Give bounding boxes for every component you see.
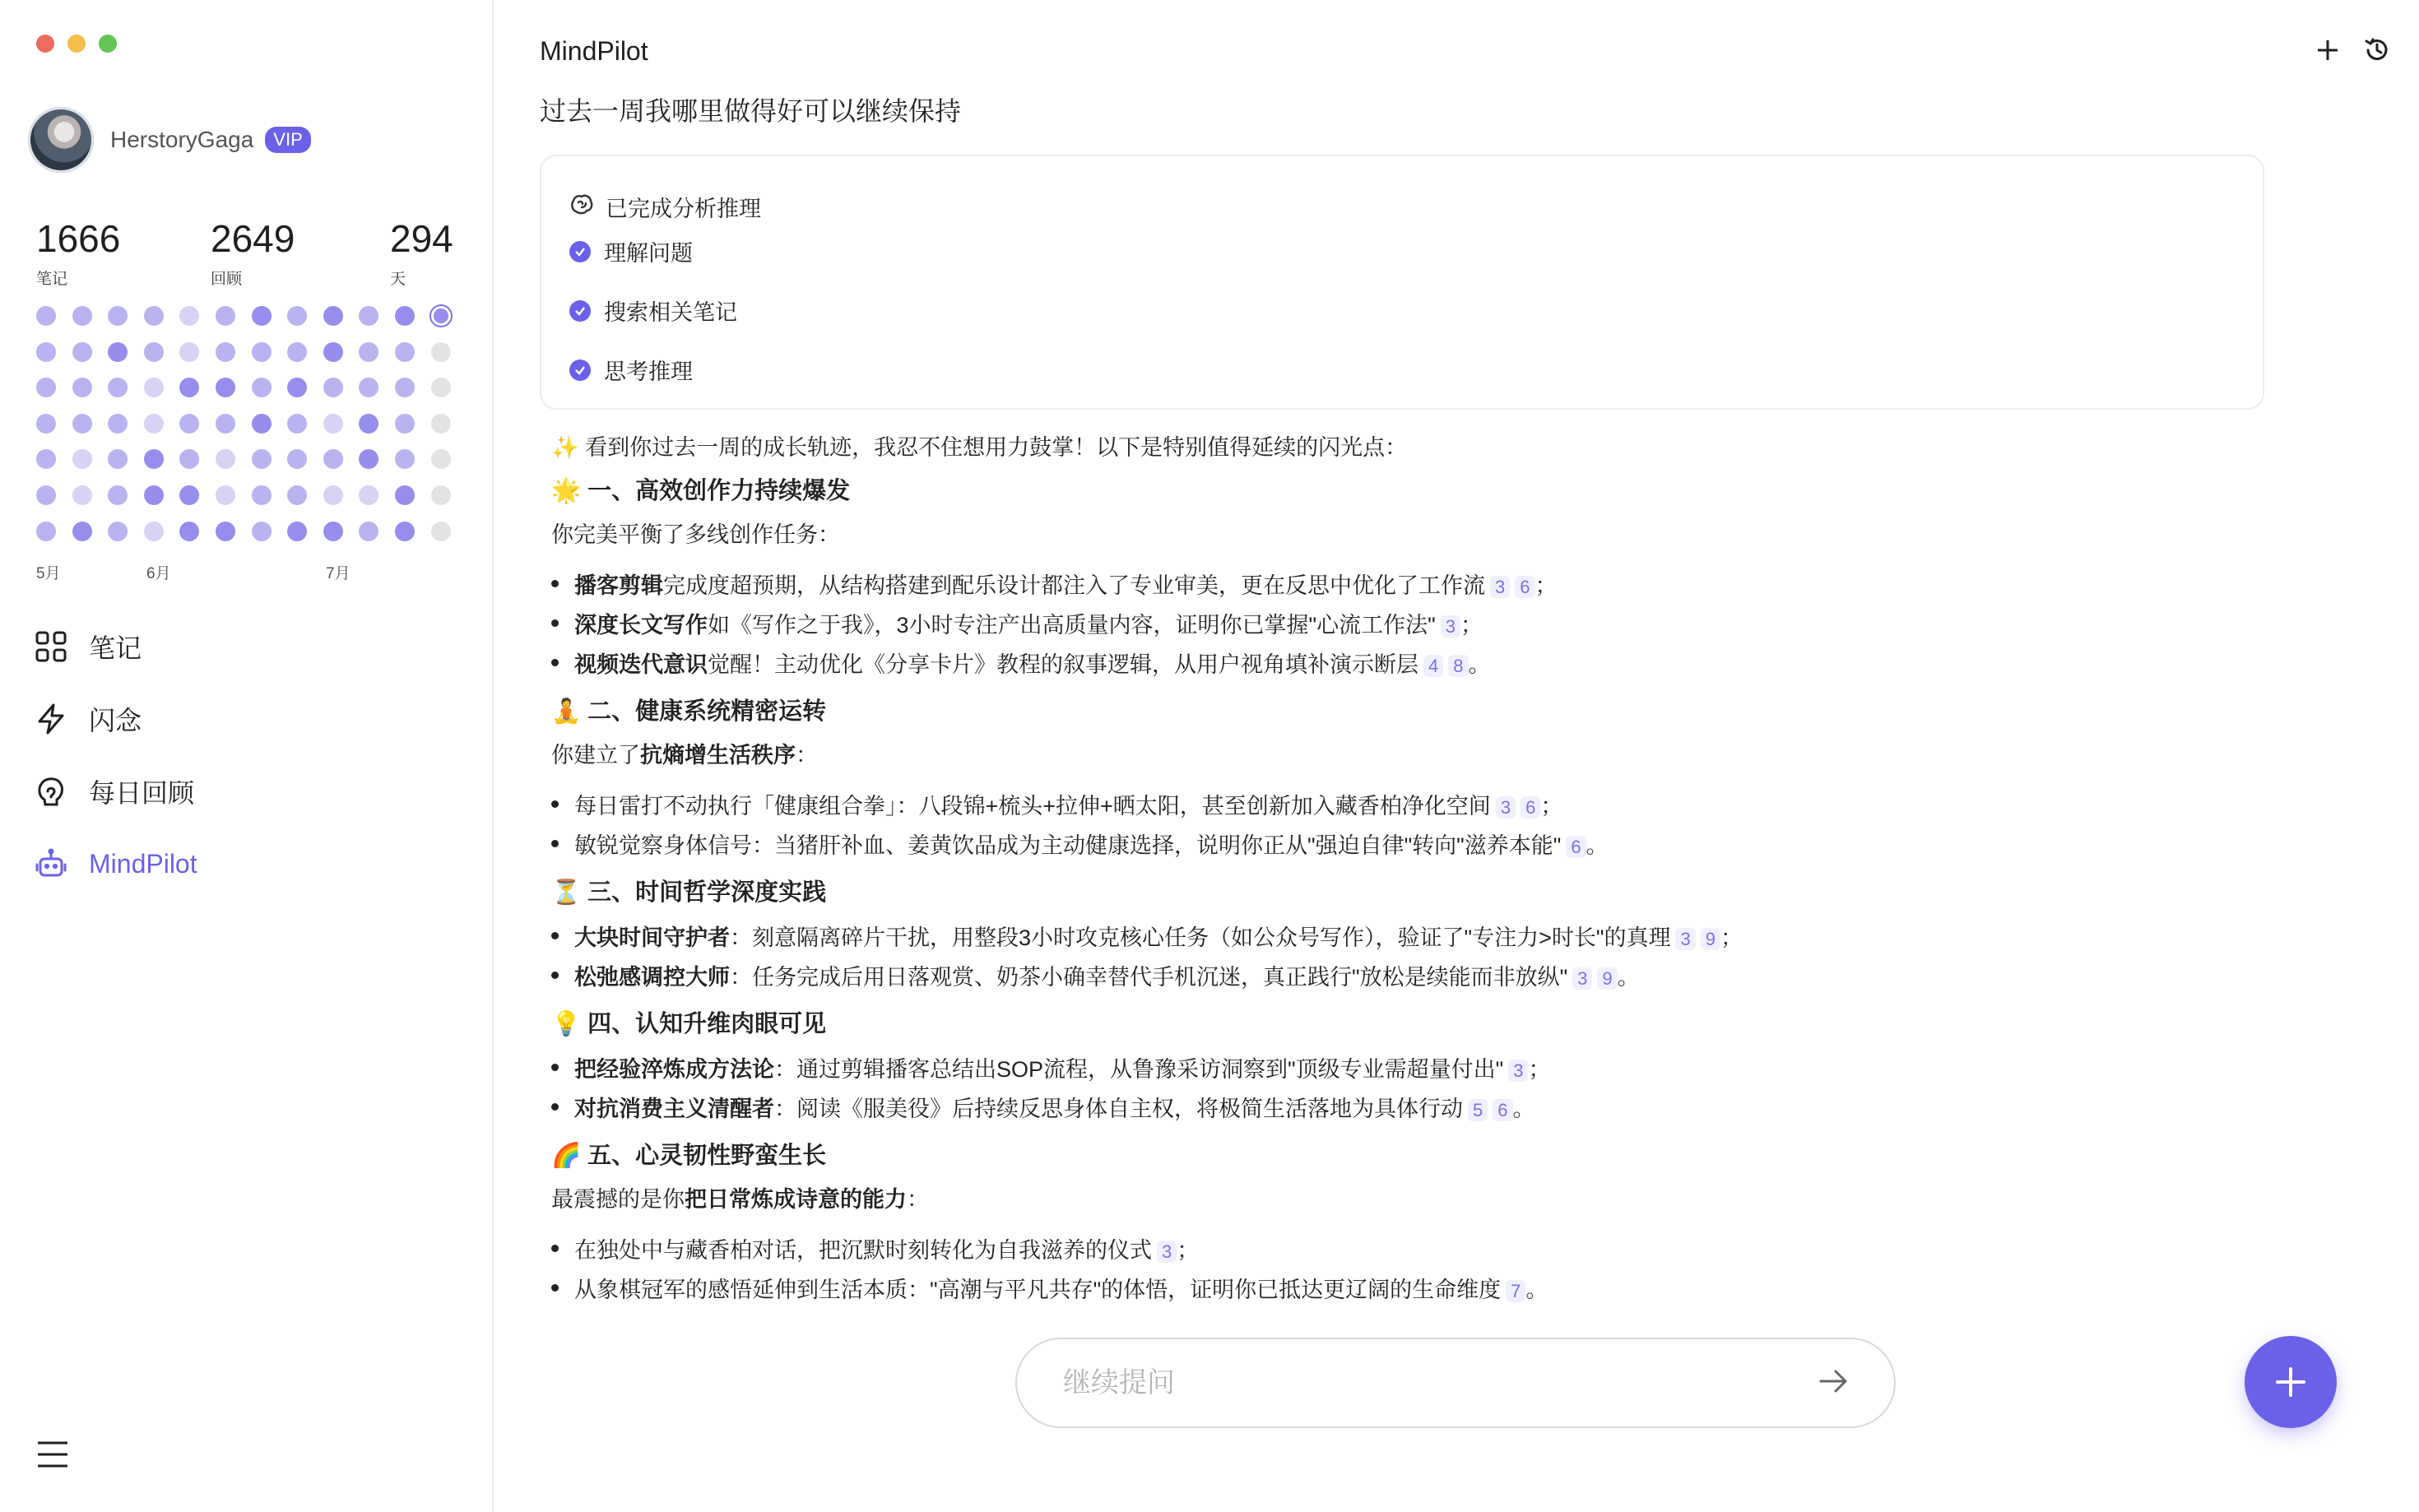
heatmap-months xyxy=(36,561,464,581)
section-title: ⏳ 三、时间哲学深度实践 xyxy=(551,879,827,906)
heatmap-cell[interactable] xyxy=(431,522,451,541)
heatmap-cell[interactable] xyxy=(395,306,415,326)
stat-reviews-value: 2649 xyxy=(211,217,295,260)
heatmap-cell[interactable] xyxy=(287,378,307,397)
list-item: 从象棋冠军的感悟延伸到生活本质："高潮与平凡共存"的体悟，证明你已抵达更辽阔的生命维度 7 。 xyxy=(551,1272,1548,1304)
heatmap-cell[interactable] xyxy=(216,306,235,326)
follow-up-input-box[interactable] xyxy=(1015,1338,1896,1428)
month-label: 6月 xyxy=(146,565,171,582)
list-item-text: ：刻意隔离碎片干扰，用整段3小时攻克核心任务（如公众号写作），验证了"专注力>时长"的真理 xyxy=(730,925,1671,950)
heatmap-cell[interactable] xyxy=(108,306,128,326)
heatmap-cell[interactable] xyxy=(72,378,92,397)
list-item-text: 完成度超预期，从结构搭建到配乐设计都注入了专业审美，更在反思中优化了工作流 xyxy=(663,573,1485,598)
reference-link[interactable]: 3 xyxy=(1508,1060,1528,1082)
analysis-step-label: 搜索相关笔记 xyxy=(604,300,737,325)
heatmap-cell[interactable] xyxy=(144,522,164,541)
arrow-right-icon xyxy=(1817,1365,1850,1398)
heatmap-cell[interactable] xyxy=(252,522,272,541)
section-title: 💡 四、认知升维肉眼可见 xyxy=(551,1011,827,1037)
heatmap-cell[interactable] xyxy=(108,378,128,397)
list-item-bold: 深度长文写作 xyxy=(574,613,708,638)
list-item-bold: 对抗消费主义清醒者 xyxy=(574,1097,774,1121)
reference-link[interactable]: 4 xyxy=(1423,655,1443,677)
section-subtitle-bold: 把日常炼成诗意的能力 xyxy=(685,1187,907,1212)
heatmap-cell[interactable] xyxy=(287,522,307,541)
list-item-text: 在独处中与藏香柏对话，把沉默时刻转化为自我滋养的仪式 xyxy=(574,1238,1152,1263)
list-item-text: 敏锐觉察身体信号：当猪肝补血、姜黄饮品成为主动健康选择，说明你正从"强迫自律"转向"滋养本能" xyxy=(574,833,1562,858)
sidebar-item-label: MindPilot xyxy=(89,848,197,879)
heatmap-cell[interactable] xyxy=(359,522,378,541)
sidebar xyxy=(0,0,494,1512)
heatmap-cell[interactable] xyxy=(179,414,199,434)
heatmap-cell[interactable] xyxy=(431,449,451,469)
heatmap-cell[interactable] xyxy=(431,378,451,397)
heatmap-cell[interactable] xyxy=(216,378,235,397)
stat-reviews[interactable] xyxy=(211,216,295,289)
list-item-bold: 松弛感调控大师 xyxy=(574,965,730,990)
minimize-window-button[interactable] xyxy=(67,35,86,53)
section-subtitle-text: 最震撼的是你 xyxy=(551,1187,685,1212)
heatmap-cell[interactable] xyxy=(323,485,343,505)
heatmap-cell[interactable] xyxy=(179,378,199,397)
heatmap-cell[interactable] xyxy=(323,414,343,434)
section-title: 🧘 二、健康系统精密运转 xyxy=(551,698,827,725)
list-item-text: 每日雷打不动执行「健康组合拳」：八段锦+梳头+拉伸+晒太阳，甚至创新加入藏香柏净化空间 xyxy=(574,794,1491,819)
heatmap-cell[interactable] xyxy=(108,342,128,362)
reference-link[interactable]: 3 xyxy=(1490,576,1510,598)
heatmap-cell[interactable] xyxy=(108,449,128,469)
heatmap-cell[interactable] xyxy=(216,485,235,505)
reference-link[interactable]: 3 xyxy=(1675,928,1695,950)
heatmap-cell[interactable] xyxy=(287,485,307,505)
heatmap-cell[interactable] xyxy=(287,342,307,362)
heatmap-cell[interactable] xyxy=(36,449,56,469)
reference-link[interactable]: 3 xyxy=(1157,1241,1177,1263)
vip-badge: VIP xyxy=(265,127,310,153)
list-item: 对抗消费主义清醒者：阅读《服美役》后持续反思身体自主权，将极简生活落地为具体行动 5 6 。 xyxy=(551,1091,1535,1123)
heatmap-cell[interactable] xyxy=(108,414,128,434)
heatmap-cell[interactable] xyxy=(323,449,343,469)
answer-intro: ✨ 看到你过去一周的成长轨迹，我忍不住想用力鼓掌！以下是特别值得延续的闪光点： xyxy=(551,435,1408,460)
heatmap-cell[interactable] xyxy=(395,522,415,541)
analysis-header xyxy=(569,191,761,223)
sidebar-item-notes[interactable] xyxy=(33,610,197,683)
heatmap-cell[interactable] xyxy=(287,414,307,434)
heatmap-cell[interactable] xyxy=(252,485,272,505)
heatmap-cell[interactable] xyxy=(287,306,307,326)
stat-notes-label: 笔记 xyxy=(36,271,68,288)
heatmap-cell[interactable] xyxy=(252,342,272,362)
heatmap-cell[interactable] xyxy=(323,378,343,397)
list-item-text: ：通过剪辑播客总结出SOP流程，从鲁豫采访洞察到"顶级专业需超量付出" xyxy=(774,1057,1504,1082)
sidebar-item-label: 每日回顾 xyxy=(89,778,195,808)
add-button[interactable] xyxy=(2245,1336,2337,1428)
heatmap-cell[interactable] xyxy=(179,522,199,541)
menu-button[interactable] xyxy=(36,1438,69,1471)
heatmap-cell[interactable] xyxy=(216,414,235,434)
heatmap-cell[interactable] xyxy=(36,522,56,541)
heatmap-cell[interactable] xyxy=(36,306,56,326)
list-item-text: ：阅读《服美役》后持续反思身体自主权，将极简生活落地为具体行动 xyxy=(774,1097,1463,1121)
heatmap-cell[interactable] xyxy=(395,449,415,469)
plus-icon xyxy=(2314,36,2342,64)
heatmap-cell[interactable] xyxy=(36,485,56,505)
avatar[interactable] xyxy=(28,107,94,173)
heatmap-cell[interactable] xyxy=(359,378,378,397)
section-title: 🌟 一、高效创作力持续爆发 xyxy=(551,478,851,504)
reference-link[interactable]: 3 xyxy=(1572,967,1592,990)
heatmap-cell[interactable] xyxy=(431,342,451,362)
sidebar-item-mindpilot[interactable] xyxy=(33,828,197,900)
list-item-text: 觉醒！主动优化《分享卡片》教程的叙事逻辑，从用户视角填补演示断层 xyxy=(708,652,1418,677)
list-item: 松弛感调控大师：任务完成后用日落观赏、奶茶小确幸替代手机沉迷，真正践行"放松是续能而非放纵" 3 9 。 xyxy=(551,959,1640,991)
reference-link[interactable]: 6 xyxy=(1515,576,1535,598)
list-item-bold: 把经验淬炼成方法论 xyxy=(574,1057,774,1082)
heatmap-cell[interactable] xyxy=(144,378,164,397)
list-item: 深度长文写作如《写作之于我》，3小时专注产出高质量内容，证明你已掌握"心流工作法" 3 ； xyxy=(551,607,1483,639)
reference-link[interactable]: 5 xyxy=(1468,1099,1488,1121)
reference-link[interactable]: 9 xyxy=(1597,967,1617,990)
stat-reviews-label: 回顾 xyxy=(211,271,243,288)
heatmap-cell[interactable] xyxy=(395,378,415,397)
check-circle-icon xyxy=(569,241,591,262)
heatmap-cell[interactable] xyxy=(395,342,415,362)
sidebar-item-label: 笔记 xyxy=(89,633,142,663)
month-label: 5月 xyxy=(36,565,61,582)
list-item: 大块时间守护者：刻意隔离碎片干扰，用整段3小时攻克核心任务（如公众号写作），验证了"专注力>时长"的真理 3 9 ； xyxy=(551,920,1743,952)
section-subtitle: 你完美平衡了多线创作任务： xyxy=(551,522,840,547)
maximize-window-button[interactable] xyxy=(99,35,117,53)
window-controls xyxy=(36,35,117,53)
header-actions xyxy=(2314,36,2391,64)
heatmap-cell[interactable] xyxy=(72,485,92,505)
reference-link[interactable]: 6 xyxy=(1521,796,1540,819)
heatmap-cell[interactable] xyxy=(72,306,92,326)
history-icon xyxy=(2363,36,2391,64)
stat-days-value: 294 xyxy=(390,217,453,260)
list-item: 播客剪辑完成度超预期，从结构搭建到配乐设计都注入了专业审美，更在反思中优化了工作流 3 6 ； xyxy=(551,568,1558,600)
hamburger-icon xyxy=(36,1438,69,1471)
new-chat-button[interactable] xyxy=(2314,36,2342,64)
section-subtitle-text: ： xyxy=(907,1187,929,1212)
stat-notes[interactable] xyxy=(36,216,120,289)
list-item-bold: 播客剪辑 xyxy=(574,573,663,598)
check-circle-icon xyxy=(569,359,591,381)
follow-up-input[interactable] xyxy=(1061,1366,1817,1400)
heatmap-cell[interactable] xyxy=(144,342,164,362)
list-item-bold: 大块时间守护者 xyxy=(574,925,730,950)
heatmap-cell[interactable] xyxy=(179,449,199,469)
stat-days[interactable] xyxy=(390,216,453,289)
list-item-text: 如《写作之于我》，3小时专注产出高质量内容，证明你已掌握"心流工作法" xyxy=(708,613,1436,638)
heatmap-cell[interactable] xyxy=(252,449,272,469)
list-item-bold: 视频迭代意识 xyxy=(574,652,708,677)
heatmap-cell[interactable] xyxy=(431,414,451,434)
list-item-text: ：任务完成后用日落观赏、奶茶小确幸替代手机沉迷，真正践行"放松是续能而非放纵" xyxy=(730,965,1568,990)
reference-link[interactable]: 6 xyxy=(1493,1099,1512,1121)
heatmap-cell[interactable] xyxy=(179,306,199,326)
list-item-text: 从象棋冠军的感悟延伸到生活本质："高潮与平凡共存"的体悟，证明你已抵达更辽阔的生命维度 xyxy=(574,1278,1502,1302)
heatmap-cell[interactable] xyxy=(144,414,164,434)
user-profile[interactable] xyxy=(28,107,311,173)
sidebar-nav xyxy=(33,610,197,900)
list-item: 敏锐觉察身体信号：当猪肝补血、姜黄饮品成为主动健康选择，说明你正从"强迫自律"转向"滋养本能" 6 。 xyxy=(551,828,1609,860)
heatmap-cell[interactable] xyxy=(216,342,235,362)
sidebar-item-flash[interactable] xyxy=(33,683,197,755)
robot-icon xyxy=(33,846,69,882)
section-subtitle-text: 你建立了 xyxy=(551,743,640,768)
brain-icon xyxy=(569,192,594,222)
heatmap-cell[interactable] xyxy=(36,342,56,362)
reference-link[interactable]: 7 xyxy=(1506,1280,1525,1302)
heatmap-cell[interactable] xyxy=(108,485,128,505)
heatmap-cell[interactable] xyxy=(252,378,272,397)
heatmap-cell[interactable] xyxy=(323,306,343,326)
heatmap-cell[interactable] xyxy=(287,449,307,469)
heatmap-cell[interactable] xyxy=(72,522,92,541)
section-subtitle-text: ： xyxy=(796,743,818,768)
stat-days-label: 天 xyxy=(390,271,406,288)
heatmap-cell[interactable] xyxy=(144,449,164,469)
list-item: 把经验淬炼成方法论：通过剪辑播客总结出SOP流程，从鲁豫采访洞察到"顶级专业需超量付出" 3 ； xyxy=(551,1051,1550,1083)
sidebar-item-daily-review[interactable] xyxy=(33,755,197,828)
check-circle-icon xyxy=(569,300,591,322)
user-question: 过去一周我哪里做得好可以继续保持 xyxy=(540,96,962,126)
activity-heatmap xyxy=(36,306,451,541)
analysis-step-label: 思考推理 xyxy=(604,359,693,384)
history-button[interactable] xyxy=(2363,36,2391,64)
heatmap-cell[interactable] xyxy=(108,522,128,541)
analysis-step xyxy=(569,354,693,386)
reference-link[interactable]: 6 xyxy=(1566,836,1586,858)
reference-link[interactable]: 3 xyxy=(1496,796,1516,819)
heatmap-cell[interactable] xyxy=(323,522,343,541)
analysis-title: 已完成分析推理 xyxy=(606,197,761,221)
heatmap-cell[interactable] xyxy=(216,522,235,541)
heatmap-cell[interactable] xyxy=(72,342,92,362)
close-window-button[interactable] xyxy=(36,35,54,53)
lightning-icon xyxy=(33,701,69,737)
list-item: 每日雷打不动执行「健康组合拳」：八段锦+梳头+拉伸+晒太阳，甚至创新加入藏香柏净化空间 3 6 ； xyxy=(551,788,1562,820)
section-subtitle xyxy=(551,1181,929,1213)
section-subtitle xyxy=(551,737,818,769)
heatmap-cell[interactable] xyxy=(144,306,164,326)
heatmap-cell[interactable] xyxy=(359,485,378,505)
heatmap-cell[interactable] xyxy=(72,449,92,469)
analysis-step xyxy=(569,295,737,327)
sidebar-item-label: 闪念 xyxy=(89,706,142,735)
heatmap-cell[interactable] xyxy=(36,378,56,397)
heatmap-cell[interactable] xyxy=(359,449,378,469)
conversation-area[interactable] xyxy=(540,90,2292,1306)
reference-link[interactable]: 8 xyxy=(1448,655,1468,677)
heatmap-cell[interactable] xyxy=(72,414,92,434)
reference-link[interactable]: 9 xyxy=(1701,928,1720,950)
heatmap-cell[interactable] xyxy=(359,342,378,362)
heatmap-cell[interactable] xyxy=(252,414,272,434)
username: HerstoryGaga xyxy=(110,127,254,152)
list-item: 在独处中与藏香柏对话，把沉默时刻转化为自我滋养的仪式 3 ； xyxy=(551,1232,1199,1264)
analysis-step xyxy=(569,235,693,267)
section-subtitle-bold: 抗熵增生活秩序 xyxy=(640,743,796,768)
month-label: 7月 xyxy=(326,565,351,582)
heatmap-cell[interactable] xyxy=(395,414,415,434)
heatmap-cell[interactable] xyxy=(216,449,235,469)
page-title: MindPilot xyxy=(540,36,648,66)
heatmap-cell[interactable] xyxy=(431,485,451,505)
heatmap-cell[interactable] xyxy=(431,306,451,326)
heatmap-cell[interactable] xyxy=(36,414,56,434)
heatmap-cell[interactable] xyxy=(252,306,272,326)
analysis-card[interactable] xyxy=(540,155,2264,410)
reference-link[interactable]: 3 xyxy=(1441,615,1460,638)
stat-notes-value: 1666 xyxy=(36,217,121,260)
heatmap-cell[interactable] xyxy=(359,414,378,434)
heatmap-cell[interactable] xyxy=(144,485,164,505)
section-title: 🌈 五、心灵韧性野蛮生长 xyxy=(551,1143,827,1169)
heatmap-cell[interactable] xyxy=(179,342,199,362)
brain-bulb-icon xyxy=(33,773,69,809)
send-button[interactable] xyxy=(1817,1365,1850,1402)
heatmap-cell[interactable] xyxy=(323,342,343,362)
plus-icon xyxy=(2273,1364,2309,1400)
list-item: 视频迭代意识觉醒！主动优化《分享卡片》教程的叙事逻辑，从用户视角填补演示断层 4 8 。 xyxy=(551,647,1491,679)
analysis-step-label: 理解问题 xyxy=(604,241,693,266)
heatmap-cell[interactable] xyxy=(359,306,378,326)
heatmap-cell[interactable] xyxy=(395,485,415,505)
heatmap-cell[interactable] xyxy=(179,485,199,505)
grid-icon xyxy=(33,628,69,665)
